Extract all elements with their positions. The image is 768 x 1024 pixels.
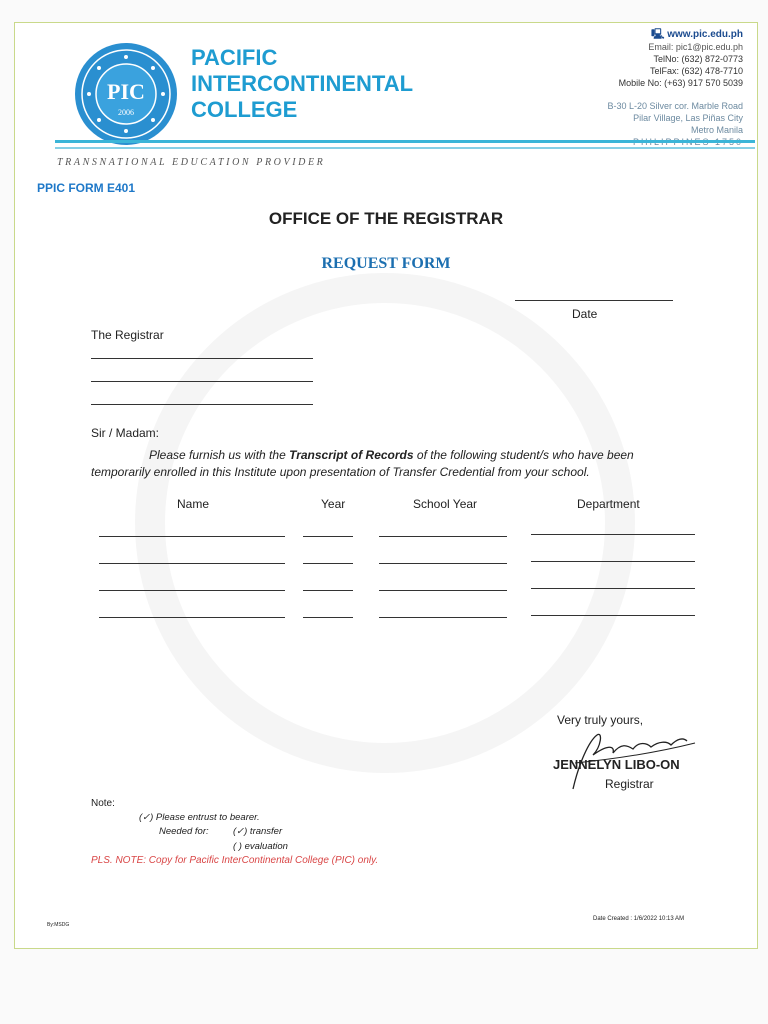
svg-text:2006: 2006 xyxy=(118,108,134,117)
valediction: Very truly yours, xyxy=(557,713,644,727)
salutation: Sir / Madam: xyxy=(91,426,160,440)
watermark-seal xyxy=(135,273,635,773)
tagline: TRANSNATIONAL EDUCATION PROVIDER xyxy=(57,157,326,168)
note-needed-for: Needed for: xyxy=(159,826,209,837)
college-seal-logo xyxy=(73,41,179,147)
header-rule xyxy=(55,140,755,143)
note-entrust: (✓) Please entrust to bearer. xyxy=(139,812,260,823)
contact-block xyxy=(607,29,743,148)
department-line-4[interactable] xyxy=(531,615,695,616)
name-line-2[interactable] xyxy=(99,563,285,564)
website-link[interactable]: 🖳 www.pic.edu.ph xyxy=(651,29,743,40)
year-line-1[interactable] xyxy=(303,536,353,537)
header-rule-secondary xyxy=(55,147,755,149)
addressee-line-3[interactable] xyxy=(91,404,313,405)
prepared-by: By:MSDG xyxy=(47,922,70,928)
address-block: B-30 L-20 Silver cor. Marble Road Pilar Village, Las Piñas City Metro Manila xyxy=(607,101,743,135)
column-header-department: Department xyxy=(577,497,640,511)
name-line-4[interactable] xyxy=(99,617,285,618)
column-header-year: Year xyxy=(321,497,346,511)
addressee-line-2[interactable] xyxy=(91,381,313,382)
school-year-line-4[interactable] xyxy=(379,617,507,618)
year-line-2[interactable] xyxy=(303,563,353,564)
college-name: PACIFIC INTERCONTINENTAL COLLEGE xyxy=(191,45,414,122)
year-line-4[interactable] xyxy=(303,617,353,618)
note-label: Note: xyxy=(91,798,115,809)
name-line-3[interactable] xyxy=(99,590,285,591)
form-title: REQUEST FORM xyxy=(321,255,451,272)
date-label: Date xyxy=(572,307,598,321)
request-paragraph: Please furnish us with the Transcript of Records of the following student/s who have been temporarily enrolled in this Institute upon presentation of Transfer Credential from your school. xyxy=(91,448,634,479)
date-field-line[interactable] xyxy=(515,300,673,301)
telfax-text: TelFax: (632) 478-7710 xyxy=(649,66,743,76)
request-form-page xyxy=(14,22,758,949)
note-evaluation-option[interactable]: ( ) evaluation xyxy=(233,841,288,852)
form-code: PPIC FORM E401 xyxy=(37,181,136,195)
signatory-title: Registrar xyxy=(605,777,654,791)
column-header-school-year: School Year xyxy=(413,497,478,511)
svg-text:PIC: PIC xyxy=(107,79,145,104)
telno-text: TelNo: (632) 872-0773 xyxy=(653,54,743,64)
school-year-line-3[interactable] xyxy=(379,590,507,591)
computer-icon: 🖳 xyxy=(651,29,668,40)
signatory-name: JENNELYN LIBO-ON xyxy=(553,757,680,772)
school-year-line-1[interactable] xyxy=(379,536,507,537)
note-transfer-option[interactable]: (✓) transfer xyxy=(233,826,283,837)
copy-notice: PLS. NOTE: Copy for Pacific InterContinental College (PIC) only. xyxy=(91,855,379,866)
department-line-1[interactable] xyxy=(531,534,695,535)
column-header-name: Name xyxy=(177,497,210,511)
name-line-1[interactable] xyxy=(99,536,285,537)
year-line-3[interactable] xyxy=(303,590,353,591)
school-year-line-2[interactable] xyxy=(379,563,507,564)
addressee-label: The Registrar xyxy=(91,328,164,342)
office-heading: OFFICE OF THE REGISTRAR xyxy=(268,209,504,228)
date-created: Date Created : 1/6/2022 10:13 AM xyxy=(593,916,685,922)
addressee-line-1[interactable] xyxy=(91,358,313,359)
mobile-text: Mobile No: (+63) 917 570 5039 xyxy=(618,78,743,88)
department-line-3[interactable] xyxy=(531,588,695,589)
department-line-2[interactable] xyxy=(531,561,695,562)
email-text: Email: pic1@pic.edu.ph xyxy=(648,42,743,52)
